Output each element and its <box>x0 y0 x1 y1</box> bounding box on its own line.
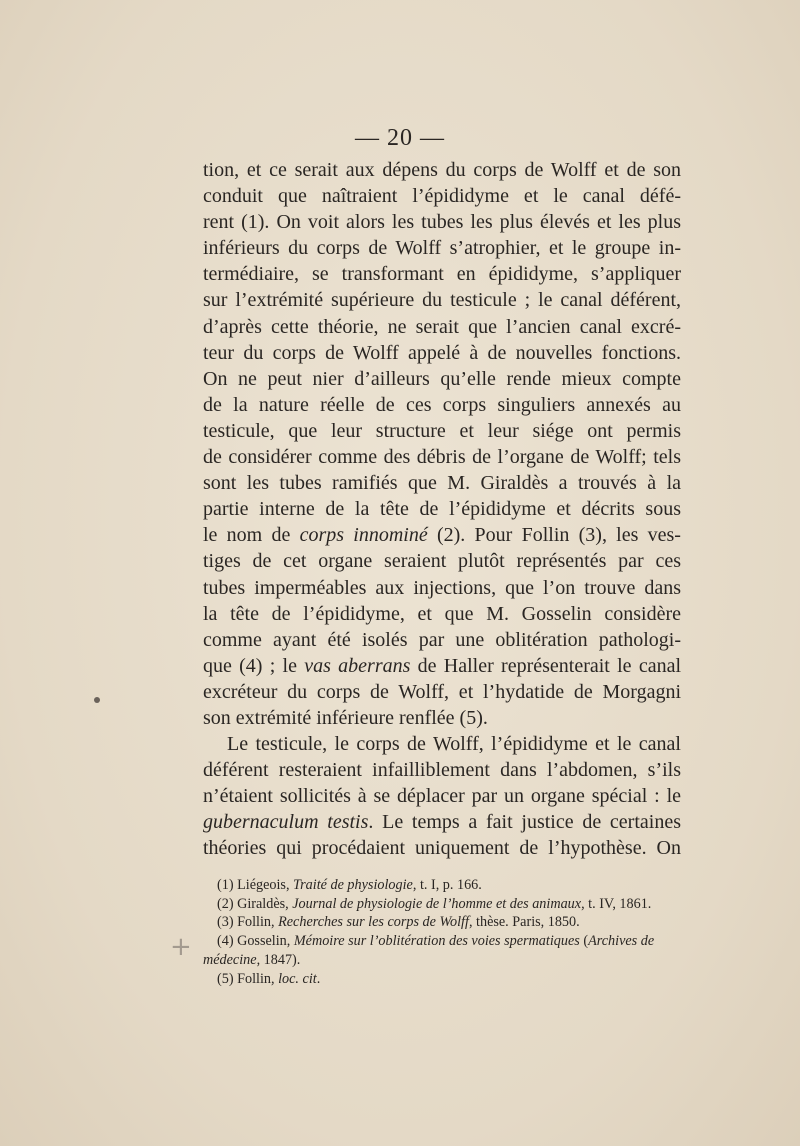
text-line <box>203 809 681 835</box>
text-line: de considérer comme des débris de l’organe de Wolff; tels <box>203 446 681 469</box>
text-line <box>203 653 681 679</box>
footnote-title: loc. cit <box>278 970 317 987</box>
footnote-text: (1) Liégeois, <box>217 877 294 893</box>
text-line: termédiaire, se transformant en épididyme, s’appliquer <box>203 263 681 286</box>
text-line: la tête de l’épididyme, et que M. Gosselin considère <box>203 602 681 625</box>
main-text <box>203 157 681 862</box>
text-segment: (2). Pour Follin (3), les ves- <box>427 524 681 547</box>
footnote-title: Mémoire sur l’oblitération des voies spermatiques <box>293 933 580 950</box>
text-line: de la nature réelle de ces corps singuliers annexés au <box>203 393 681 416</box>
text-line: inférieurs du corps de Wolff s’atrophier, et le groupe in- <box>203 237 681 260</box>
footnote-text: (4) Gosselin, <box>217 933 294 950</box>
footnote-text: , 1847). <box>256 951 301 968</box>
text-line: partie interne de la tête de l’épididyme et décrits sous <box>203 498 681 521</box>
footnote-text: , t. I, p. 166. <box>412 877 482 893</box>
footnote-title: Traité de physiologie <box>293 877 413 893</box>
footnote-text: (5) Follin, <box>217 970 279 987</box>
text-segment: le nom de <box>203 524 300 547</box>
text-segment: . Le temps a fait justice de certaines <box>368 811 681 834</box>
text-segment: de Haller représenterait le canal <box>410 654 682 677</box>
text-line: sont les tubes ramifiés que M. Giraldès a trouvés à la <box>203 472 681 495</box>
text-line: d’après cette théorie, ne serait que l’ancien canal excré- <box>203 315 681 338</box>
text-line: tubes imperméables aux injections, que l’on trouve dans <box>203 576 681 599</box>
footnote-text: , t. IV, 1861. <box>581 895 652 912</box>
text-line: comme ayant été isolés par une oblitération pathologi- <box>203 628 681 651</box>
footnote-5 <box>203 970 683 989</box>
text-line <box>203 522 681 548</box>
footnote-title: Recherches sur les corps de Wolff <box>278 914 469 931</box>
footnotes <box>203 876 683 988</box>
text-line: On ne peut nier d’ailleurs qu’elle rende mieux compte <box>203 367 681 390</box>
footnote-4 <box>203 932 683 951</box>
footnote-text: , thèse. Paris, 1850. <box>468 914 580 931</box>
text-line: testicule, que leur structure et leur siége ont permis <box>203 419 681 442</box>
text-line: déférent resteraient infailliblement dans l’abdomen, s’ils <box>203 759 681 782</box>
footnote-title: médecine <box>203 951 257 968</box>
page-number: — 20 — <box>355 125 445 151</box>
footnote-3 <box>203 913 683 932</box>
italic-term: gubernaculum testis <box>203 811 369 834</box>
italic-term: corps innominé <box>299 524 428 547</box>
text-segment: que (4) ; le <box>203 654 305 677</box>
footnote-title: Archives de <box>588 933 655 950</box>
footnote-text: ( <box>579 933 589 950</box>
text-line: conduit que naîtraient l’épididyme et le canal défé- <box>203 185 681 208</box>
text-line: excréteur du corps de Wolff, et l’hydatide de Morgagni <box>203 680 681 703</box>
text-line: n’étaient sollicités à se déplacer par un organe spécial : le <box>203 785 681 808</box>
footnote-text: (3) Follin, <box>217 914 279 931</box>
text-line: sur l’extrémité supérieure du testicule ; le canal déférent, <box>203 289 681 312</box>
footnote-2 <box>203 895 683 914</box>
text-line: teur du corps de Wolff appelé à de nouvelles fonctions. <box>203 341 681 364</box>
italic-term: vas aberrans <box>304 654 411 677</box>
text-line: tiges de cet organe seraient plutôt représentés par ces <box>203 550 681 573</box>
footnote-text: (2) Giraldès, <box>217 895 293 912</box>
footnote-text: . <box>316 970 321 987</box>
ink-dot-mark <box>94 697 100 703</box>
text-line: Le testicule, le corps de Wolff, l’épididyme et le canal <box>227 733 681 756</box>
margin-plus-mark: + <box>170 932 192 962</box>
text-line: son extrémité inférieure renflée (5). <box>203 706 488 729</box>
footnote-title: Journal de physiologie de l’homme et des animaux <box>292 895 582 912</box>
text-line: théories qui procédaient uniquement de l’hypothèse. On <box>203 837 681 860</box>
footnote-1 <box>203 876 683 895</box>
text-line: rent (1). On voit alors les tubes les plus élevés et les plus <box>203 211 681 234</box>
text-line: tion, et ce serait aux dépens du corps de Wolff et de son <box>203 159 681 181</box>
footnote-4-continued <box>203 951 683 970</box>
